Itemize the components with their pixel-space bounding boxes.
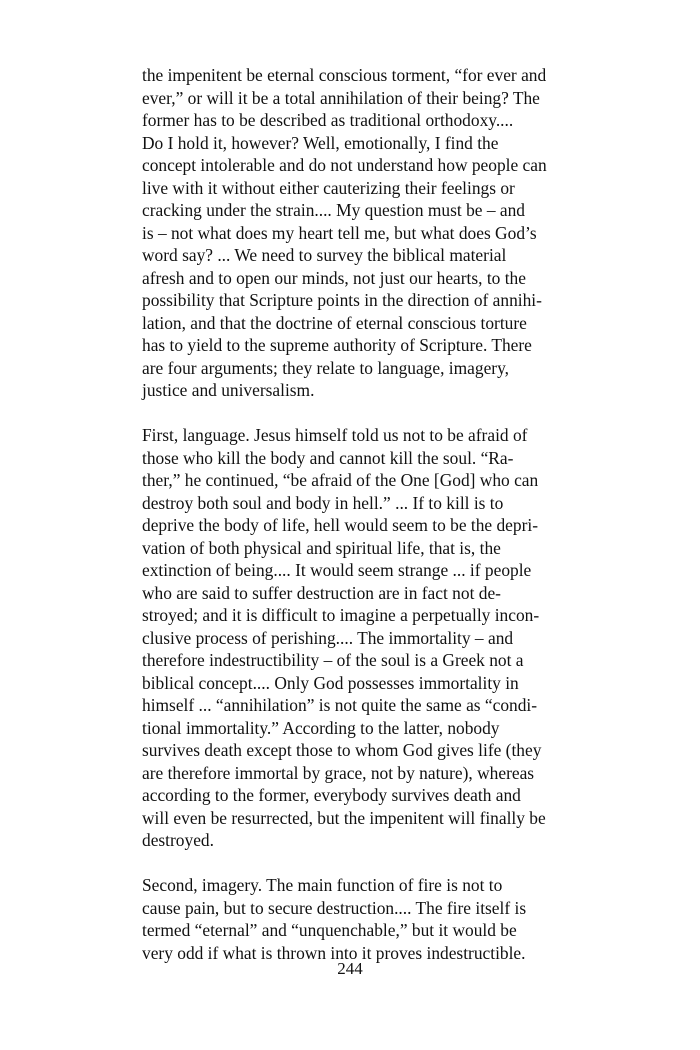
text-line: will even be resurrected, but the impenitent will finally be: [142, 807, 546, 828]
text-line: tional immortality.” According to the latter, nobody: [142, 717, 500, 738]
text-line: vation of both physical and spiritual life, that is, the: [142, 537, 501, 558]
text-line: termed “eternal” and “unquenchable,” but it would be: [142, 920, 517, 940]
text-line: cause pain, but to secure destruction.... The fire itself is: [142, 897, 527, 918]
page-number: 244: [337, 959, 363, 978]
text-line: are four arguments; they relate to language, imagery,: [142, 357, 509, 378]
text-line: cracking under the strain.... My question must be – and: [142, 200, 525, 220]
text-line: afresh and to open our minds, not just our hearts, to the: [142, 267, 526, 288]
text-line: deprive the body of life, hell would seem to be the depri-: [142, 515, 539, 535]
text-line: ther,” he continued, “be afraid of the One [God] who can: [142, 470, 539, 490]
text-line: very odd if what is thrown into it proves indestructible.: [142, 942, 526, 963]
paragraph-gap: [142, 852, 572, 875]
paragraph: [142, 64, 572, 402]
text-line: lation, and that the doctrine of eternal conscious torture: [142, 312, 527, 333]
text-line: Second, imagery. The main function of fire is not to: [142, 875, 503, 895]
text-line: those who kill the body and cannot kill the soul. “Ra-: [142, 447, 514, 468]
text-line: has to yield to the supreme authority of Scripture. There: [142, 335, 532, 355]
text-line: biblical concept.... Only God possesses immortality in: [142, 672, 519, 693]
paragraph-gap: [142, 402, 572, 425]
text-line: are therefore immortal by grace, not by nature), whereas: [142, 762, 535, 783]
text-line: who are said to suffer destruction are in fact not de-: [142, 582, 501, 603]
text-line: word say? ... We need to survey the biblical material: [142, 245, 507, 265]
text-line: former has to be described as traditional orthodoxy....: [142, 110, 514, 130]
paragraph: [142, 424, 572, 852]
body-text: [142, 64, 572, 964]
text-line: Do I hold it, however? Well, emotionally, I find the: [142, 132, 499, 153]
text-line: stroyed; and it is difficult to imagine a perpetually incon-: [142, 605, 540, 625]
text-line: extinction of being.... It would seem strange ... if people: [142, 560, 532, 580]
text-line: First, language. Jesus himself told us not to be afraid of: [142, 425, 528, 445]
text-line: survives death except those to whom God gives life (they: [142, 740, 542, 760]
text-line: is – not what does my heart tell me, but what does God’s: [142, 222, 537, 243]
text-line: justice and universalism.: [142, 380, 315, 400]
text-line: according to the former, everybody survives death and: [142, 785, 521, 805]
text-line: therefore indestructibility – of the soul is a Greek not a: [142, 650, 524, 670]
text-line: live with it without either cauterizing their feelings or: [142, 177, 515, 198]
text-line: himself ... “annihilation” is not quite the same as “condi-: [142, 695, 538, 715]
text-line: concept intolerable and do not understand how people can: [142, 155, 547, 175]
text-line: ever,” or will it be a total annihilation of their being? The: [142, 87, 540, 108]
paragraph: [142, 874, 572, 964]
text-line: destroyed.: [142, 830, 214, 850]
text-line: destroy both soul and body in hell.” ... If to kill is to: [142, 492, 504, 513]
text-line: clusive process of perishing.... The immortality – and: [142, 627, 514, 648]
text-line: possibility that Scripture points in the direction of annihi-: [142, 290, 542, 310]
text-line: the impenitent be eternal conscious torment, “for ever and: [142, 65, 547, 85]
